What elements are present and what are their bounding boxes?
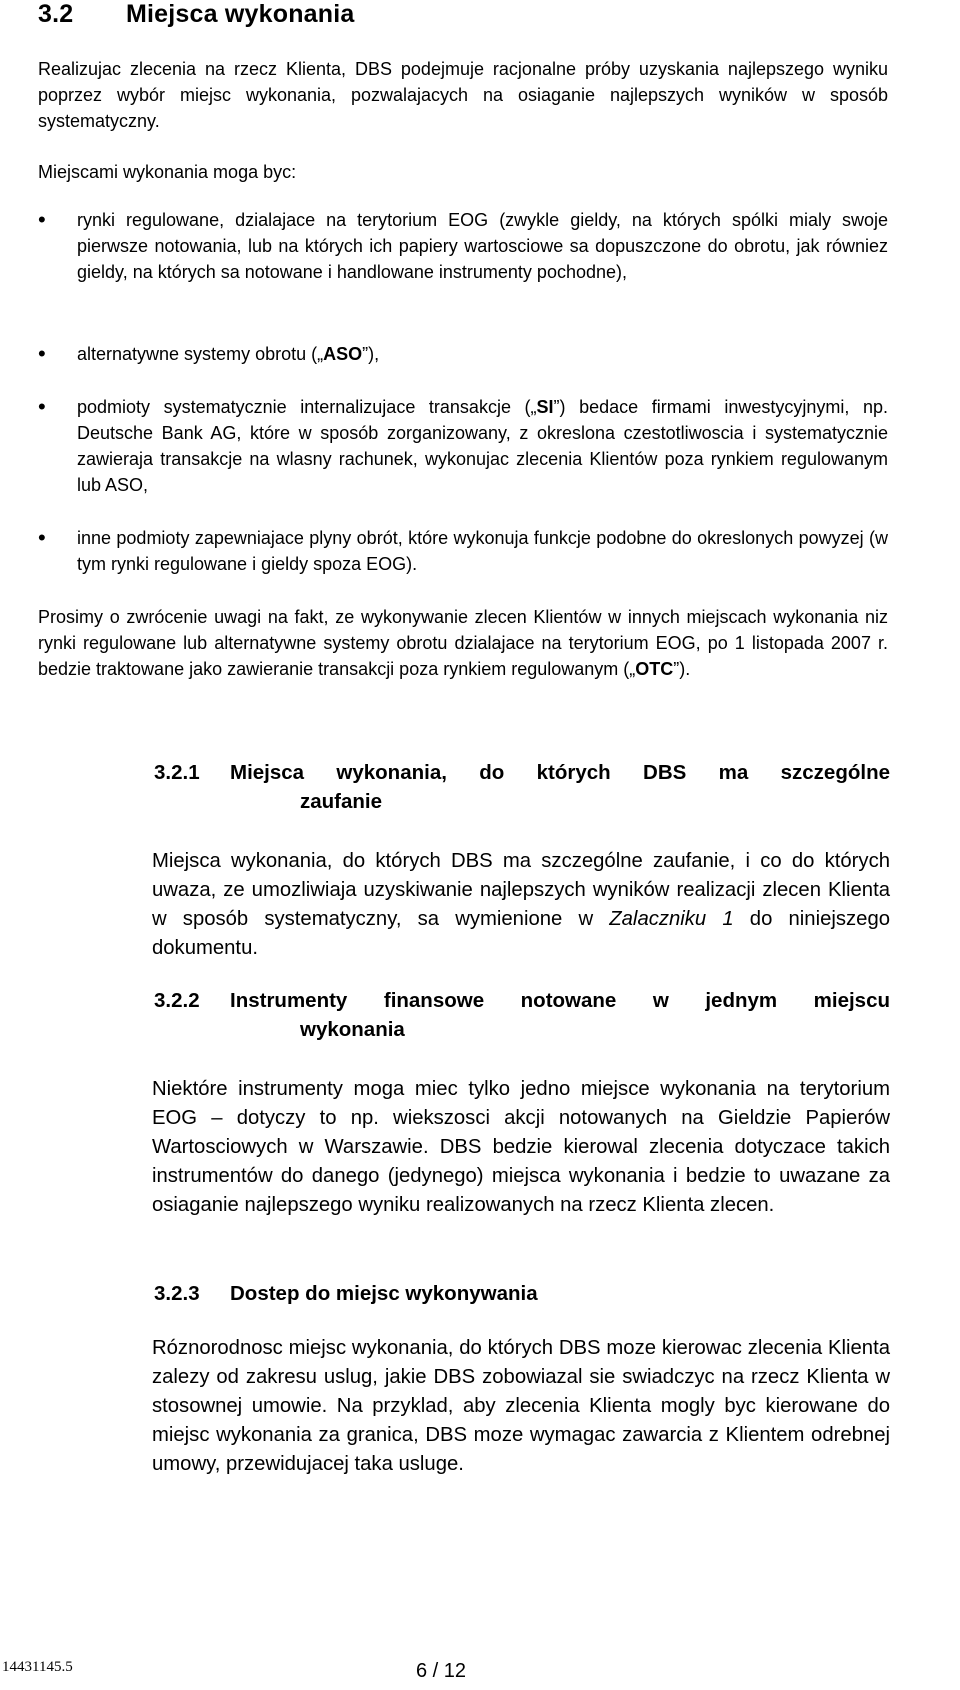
subsection-number: 3.2.1: [154, 761, 200, 784]
subsection-heading-3-2-1: [154, 758, 890, 816]
document-id: 14431145.5: [2, 1659, 73, 1675]
subsection-title: Dostep do miejsc wykonywania: [230, 1282, 538, 1305]
section-heading: [38, 0, 355, 29]
list-intro: Miejscami wykonania moga byc:: [38, 162, 297, 182]
subsection-title: Instrumenty finansowe notowane w jednym miejscu: [230, 989, 890, 1012]
subsection-body-3-2-1: Miejsca wykonania, do których DBS ma szczególne zaufanie, i co do których uwaza, ze umozliwiaja uzyskiwanie najlepszych wyników realizacji zlecen Klienta w sposób systematyczny, sa wymienione w Zalaczniku 1 do niniejszego dokumentu.: [152, 850, 891, 959]
abbr-si: SI: [536, 397, 554, 417]
list-item: • rynki regulowane, dzialajace na terytorium EOG (zwykle gieldy, na których spólki mialy swoje pierwsze notowania, lub na których ich papiery wartosciowe sa dopuszczone do obrotu, jak równiez gieldy, na których sa notowane i handlowane instrumenty pochodne),: [38, 207, 888, 285]
annex-reference: Zalaczniku 1: [609, 908, 734, 930]
abbr-otc: OTC: [635, 659, 674, 679]
subsection-heading-3-2-2: [154, 986, 890, 1044]
subsection-number: 3.2.2: [154, 989, 200, 1012]
section-number: 3.2: [38, 0, 74, 28]
list-item: • podmioty systematycznie internalizujace transakcje („SI”) bedace firmami inwestycyjnymi, np. Deutsche Bank AG, które w sposób zorganizowany, z okreslona czestotliwoscia i systematycznie zawieraja transakcje na wlasny rachunek, wykonujac zlecenia Klientów poza rynkiem regulowanym lub ASO,: [38, 394, 888, 498]
notice-paragraph: Prosimy o zwrócenie uwagi na fakt, ze wykonywanie zlecen Klientów w innych miejscach wykonania niz rynki regulowane lub alternatywne systemy obrotu dzialajace na terytorium EOG, po 1 listopada 2007 r. bedzie traktowane jako zawieranie transakcji poza rynkiem regulowanym („OTC”).: [38, 607, 888, 679]
subsection-body-3-2-2: Niektóre instrumenty moga miec tylko jedno miejsce wykonania na terytorium EOG – dotyczy to np. wiekszosci akcji notowanych na Gieldzie Papierów Wartosciowych w Warszawie. DBS bedzie kierowal zlecenia dotyczace takich instrumentów do danego (jedynego) miejsca wykonania i bedzie to uwazane za osiaganie najlepszego wyniku realizowanych na rzecz Klienta zlecen.: [152, 1078, 890, 1216]
subsection-number: 3.2.3: [154, 1282, 200, 1305]
subsection-heading-3-2-3: [154, 1279, 890, 1308]
list-item: • alternatywne systemy obrotu („ASO”),: [38, 341, 888, 367]
abbr-aso: ASO: [323, 344, 363, 364]
list-item: • inne podmioty zapewniajace plyny obrót, które wykonuja funkcje podobne do okreslonych powyzej (w tym rynki regulowane i gieldy spoza EOG).: [38, 525, 888, 577]
execution-venues-list: [38, 525, 888, 577]
intro-paragraph: Realizujac zlecenia na rzecz Klienta, DBS podejmuje racjonalne próby uzyskania najlepszego wyniku poprzez wybór miejsc wykonania, pozwalajacych na osiaganie najlepszych wyników w sposób systematyczny.: [38, 59, 888, 131]
subsection-body-3-2-3: Róznorodnosc miejsc wykonania, do których DBS moze kierowac zlecenia Klienta zalezy od zakresu uslug, jakie DBS zobowiazal sie swiadczyc na rzecz Klienta w stosownej umowie. Na przyklad, aby zlecenia Klienta mogly byc kierowane do miejsc wykonania za granica, DBS moze wymagac zawarcia z Klientem odrebnej umowy, przewidujacej taka usluge.: [152, 1337, 890, 1475]
section-title: Miejsca wykonania: [126, 0, 355, 28]
execution-venues-list: [38, 394, 888, 498]
subsection-title-continued: zaufanie: [300, 790, 383, 813]
subsection-title: Miejsca wykonania, do których DBS ma szczególne: [230, 761, 890, 784]
subsection-title-continued: wykonania: [300, 1018, 405, 1041]
execution-venues-list: [38, 207, 888, 285]
execution-venues-list: [38, 341, 888, 367]
page-number: 6 / 12: [416, 1660, 467, 1682]
